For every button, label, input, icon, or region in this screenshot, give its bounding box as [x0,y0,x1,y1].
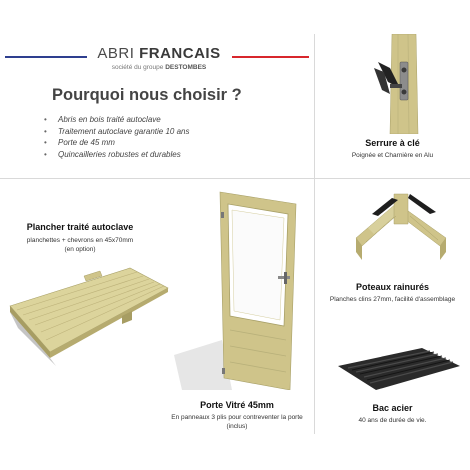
flag-line-blue [5,56,87,58]
posts-title: Poteaux rainurés [355,282,430,292]
benefit-item: • Porte de 45 mm [44,137,189,149]
benefit-item: • Abris en bois traité autoclave [44,114,189,126]
brand-name: ABRI FRANCAIS [97,45,221,62]
divider-horizontal-left [0,178,314,179]
benefit-item: • Traitement autoclave garantie 10 ans [44,126,189,138]
brand-logo [94,45,224,72]
floor-description: planchettes + chevrons en 45x70mm (en option) [26,237,134,253]
divider-horizontal-right [315,178,470,179]
lock-description: Poignée et Charnière en Alu [351,152,434,159]
lock-title: Serrure à clé [365,138,420,148]
page-headline: Pourquoi nous choisir ? [52,86,242,104]
benefits-list [44,114,189,160]
floor-illustration [4,262,170,372]
posts-description: Planches clins 27mm, facilité d'assemblage [329,296,456,303]
benefit-item: • Quincailleries robustes et durables [44,149,189,161]
post-joint-illustration [348,188,460,268]
lock-illustration [360,34,440,134]
roof-description: 40 ans de durée de vie. [358,417,427,424]
door-title: Porte Vitré 45mm [200,400,274,410]
flag-line-red [232,56,309,58]
steel-roof-illustration [336,346,462,392]
brand-subtitle: société du groupe DESTOMBES [111,64,207,71]
divider-vertical [314,34,315,434]
door-illustration [172,190,300,390]
roof-title: Bac acier [372,403,413,413]
floor-title: Plancher traité autoclave [26,222,134,232]
door-description: En panneaux 3 plis pour contreventer la porte (inclus) [171,414,303,430]
